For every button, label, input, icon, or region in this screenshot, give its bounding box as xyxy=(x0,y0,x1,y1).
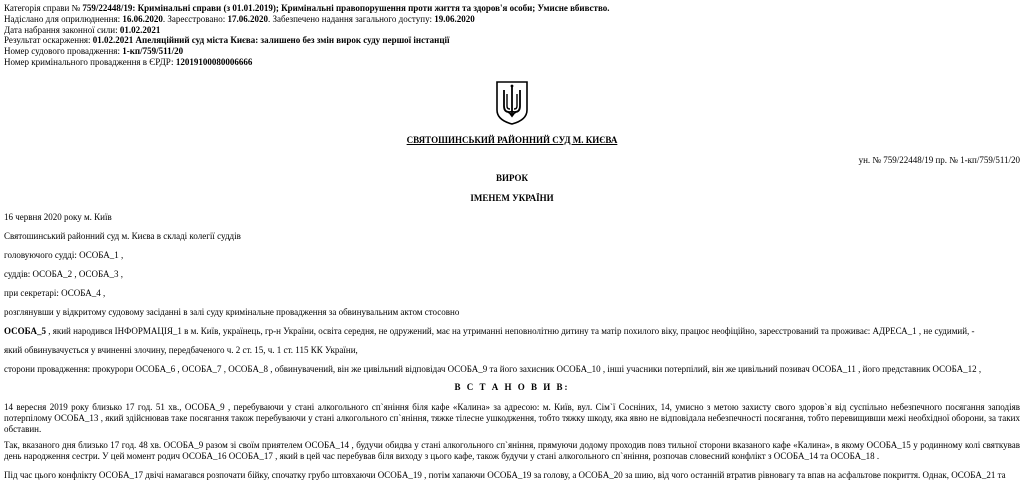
in-name-title: ІМЕНЕМ УКРАЇНИ xyxy=(470,193,554,203)
charge-text: який обвинувачується у вчиненні злочину, передбаченого ч. 2 ст. 15, ч. 1 ст. 115 КК України, xyxy=(4,345,358,355)
court-composition: Святошинський районний суд м. Києва в складі колегії суддів xyxy=(4,231,241,241)
paragraph-2: Так, вказаного дня близько 17 год. 48 хв. ОСОБА_9 разом зі своїм приятелем ОСОБА_14 , будучи обидва у стані алкогольного сп`яніння, прямуючи додому проходив повз тильної сторони вказаного кафе «Калина», в якому ОСОБА_15 у родинному колі святкував день народження сестри. У цей момент родич ОСОБА_16 ОСОБА_17 , який в цей час перебував біля виходу з цього кафе, також будучи у стані алкогольного сп`яніння, розпочав словесний конфлікт з ОСОБА_14 та ОСОБА_18 . xyxy=(4,440,1020,461)
coat-of-arms-icon xyxy=(495,80,529,126)
case-number: ун. № 759/22448/19 пр. № 1-кп/759/511/20 xyxy=(858,155,1020,165)
paragraph-3: Під час цього конфлікту ОСОБА_17 двічі намагався розпочати бійку, спочатку грубо штовхаючи ОСОБА_19 , потім хапаючи ОСОБА_19 за голову, а ОСОБА_20 за шию, від чого останній втратив рівновагу та впав на асфальтове покриття. Однак, ОСОБА_21 та xyxy=(4,470,1006,480)
accused-paragraph: ОСОБА_5 , який народився ІНФОРМАЦІЯ_1 в м. Київ, українець, гр-н України, освіта середня, не одружений, має на утриманні неповнолітню дитину та матір похилого віку, працює неофіційно, зареєстрований та проживає: АДРЕСА_1 , не судимий, - xyxy=(4,326,975,336)
parties-text: сторони провадження: прокурори ОСОБА_6 , ОСОБА_7 , ОСОБА_8 , обвинувачений, він же цивільний відповідач ОСОБА_9 та його захисник ОСОБА_10 , інші учасники потерпілий, він же цивільний позивач ОСОБА_11 , його представник ОСОБА_12 , xyxy=(4,364,982,374)
accused-name: ОСОБА_5 xyxy=(4,326,46,336)
verdict-title: ВИРОК xyxy=(496,173,528,183)
meta-dates: Надіслано для оприлюднення: 16.06.2020. Зареєстровано: 17.06.2020. Забезпечено надання загального доступу: 19.06.2020 xyxy=(4,13,475,24)
meta-proceeding: Номер судового провадження: 1-кп/759/511/20 xyxy=(4,46,184,57)
judges: суддів: ОСОБА_2 , ОСОБА_3 , xyxy=(4,269,124,279)
secretary: при секретарі: ОСОБА_4 , xyxy=(4,288,106,298)
date-place: 16 червня 2020 року м. Київ xyxy=(4,212,112,222)
paragraph-1: 14 вересня 2019 року близько 17 год. 51 хв., ОСОБА_9 , перебуваючи у стані алкогольного сп`яніння біля кафе «Калина» за адресою: м. Київ, вул. Сім`ї Сосніних, 14, умисно з метою захисту свого здоров`я від суспільно небезпечного посягання заподіяв потерпілому ОСОБА_13 , який здійснював таке посягання також перебуваючи у стані алкогольного сп`яніння, тяжке тілесне ушкодження, тобто тяжку шкоду, яка явно не відповідала небезпечності посягання, тобто перевищивши межі необхідної оборони, за таких обставин. xyxy=(4,402,1020,434)
meta-effective: Дата набрання законної сили: 01.02.2021 xyxy=(4,24,161,35)
considering-text: розглянувши у відкритому судовому засіданні в залі суду кримінальне провадження за обвинувальним актом стосовно xyxy=(4,307,460,317)
meta-erdr: Номер кримінального провадження в ЄРДР: 12019100080006666 xyxy=(4,56,253,67)
presiding-judge: головуючого судді: ОСОБА_1 , xyxy=(4,250,124,260)
meta-category: Категорія справи № 759/22448/19: Кримінальні справи (з 01.01.2019); Кримінальні правопорушення проти життя та здоров'я особи; Умисне вбивство. xyxy=(4,3,610,13)
meta-appeal: Результат оскарження: 01.02.2021 Апеляційний суд міста Києва: залишено без змін вирок суду першої інстанції xyxy=(4,35,450,46)
established-heading: В С Т А Н О В И В: xyxy=(454,382,570,392)
court-name: СВЯТОШИНСЬКИЙ РАЙОННИЙ СУД М. КИЄВА xyxy=(406,135,618,145)
case-metadata xyxy=(4,3,1014,68)
